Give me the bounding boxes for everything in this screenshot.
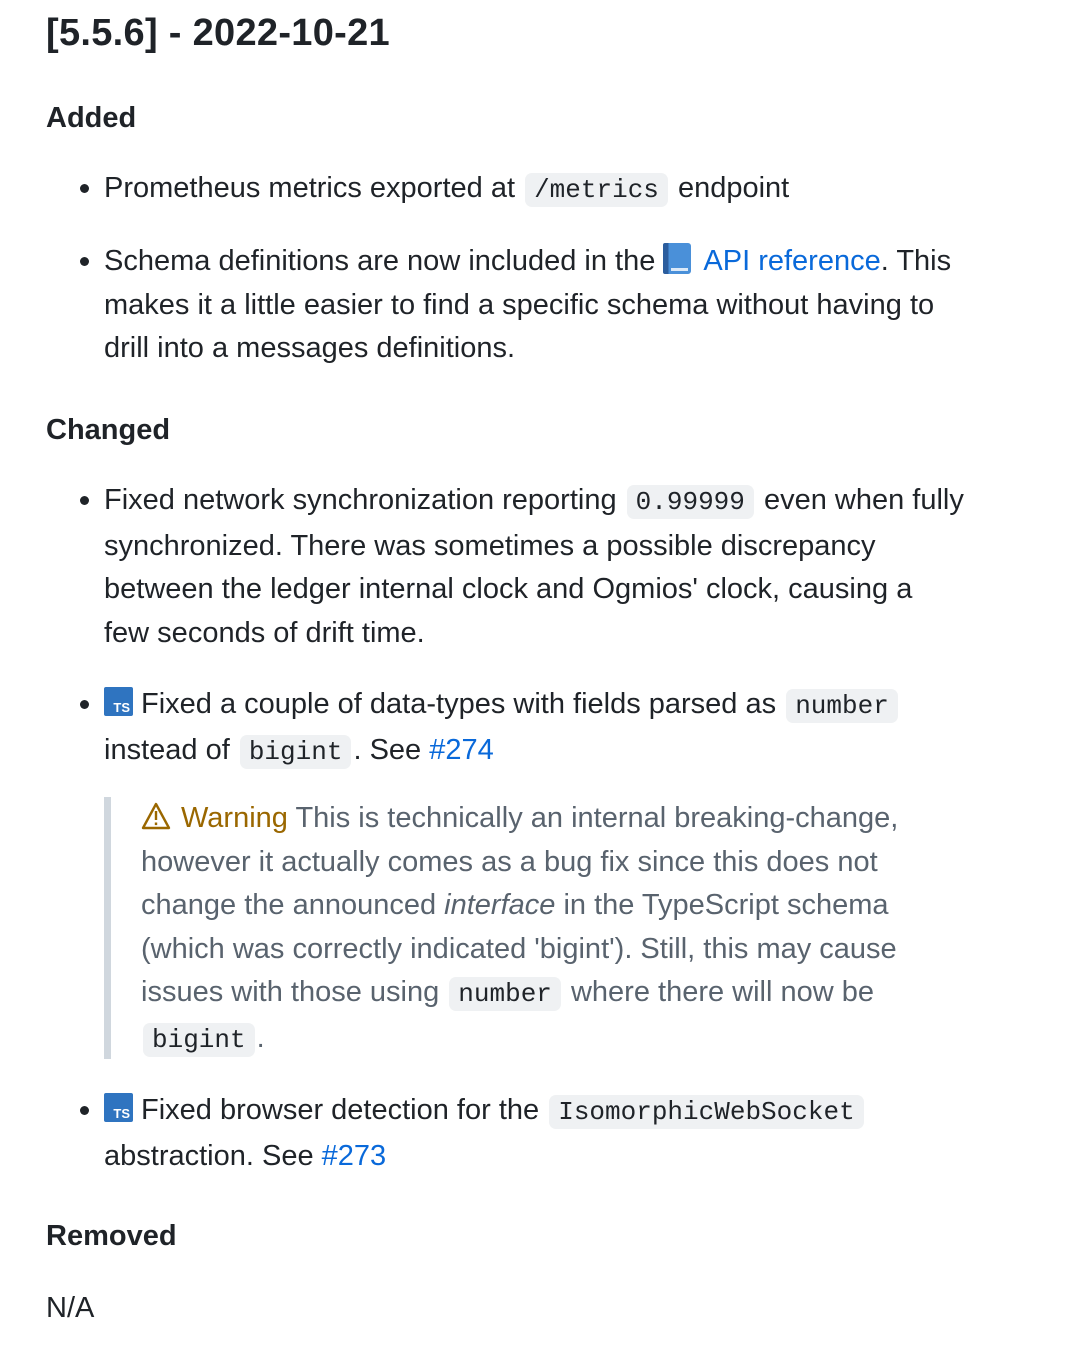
bullet: [80, 700, 89, 709]
section-heading-removed: Removed: [46, 1220, 177, 1252]
bullet: [80, 257, 89, 266]
section-heading-added: Added: [46, 102, 137, 134]
warning-icon: [141, 802, 171, 830]
inline-code: number: [786, 689, 898, 723]
issue-link-274[interactable]: #274: [429, 733, 494, 766]
removed-text: N/A: [46, 1292, 95, 1324]
bullet: [80, 184, 89, 193]
warning-text: Warning This is technically an internal breaking-change, however it actually comes as a bug fix since this does not change the announced interface in the TypeScript schema (which was correctly indicated 'bigint'). Still, this may cause issues with those using number where there will now be bigint .: [141, 802, 899, 1055]
typescript-icon: TS: [104, 1093, 133, 1122]
inline-code: bigint: [143, 1023, 255, 1057]
release-title: [5.5.6] - 2022-10-21: [46, 12, 390, 54]
inline-code: IsomorphicWebSocket: [549, 1095, 863, 1129]
inline-code: number: [449, 977, 561, 1011]
list-item: TS Fixed a couple of data-types with fields parsed as number instead of bigint . See #274: [104, 683, 1024, 774]
list-item: Fixed network synchronization reporting 0.99999 even when fully synchronized. There was sometimes a possible discrepancy between the ledger internal clock and Ogmios' clock, causing a few seconds of drift time.: [104, 479, 1024, 655]
typescript-icon: TS: [104, 687, 133, 716]
emphasis: interface: [444, 889, 556, 922]
warning-label: Warning: [141, 802, 288, 834]
list-item: Schema definitions are now included in the API reference. This makes it a little easier to find a specific schema without having to drill into a messages definitions.: [104, 240, 1024, 371]
list-item: TS Fixed browser detection for the IsomorphicWebSocket abstraction. See #273: [104, 1089, 1024, 1178]
inline-code: /metrics: [525, 173, 668, 207]
bullet: [80, 1106, 89, 1115]
book-icon: [663, 243, 691, 274]
issue-link-273[interactable]: #273: [321, 1139, 387, 1172]
section-heading-changed: Changed: [46, 414, 171, 446]
api-reference-link[interactable]: API reference: [703, 245, 881, 277]
list-item: Prometheus metrics exported at /metrics endpoint: [104, 167, 1024, 213]
inline-code: 0.99999: [627, 485, 754, 519]
warning-blockquote: [104, 797, 991, 1059]
bullet: [80, 496, 89, 505]
inline-code: bigint: [240, 735, 352, 769]
